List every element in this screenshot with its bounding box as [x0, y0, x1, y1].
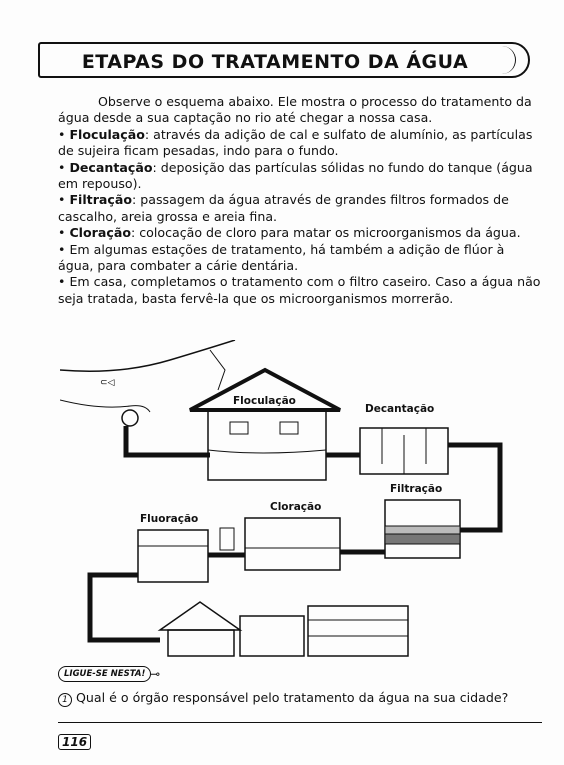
building-icon	[308, 606, 408, 656]
step-text: : deposição das partículas sólidas no fundo do tanque (água em repouso).	[58, 159, 533, 192]
house-icon	[168, 630, 234, 656]
question-text: Qual é o órgão responsável pelo tratamento da água na sua cidade?	[76, 690, 509, 705]
river-bed	[60, 400, 150, 412]
building-icon	[240, 616, 304, 656]
floculacao-doser-right-icon	[280, 422, 298, 434]
label-filtracao: Filtração	[390, 483, 443, 495]
step-text: : colocação de cloro para matar os microorganismos da água.	[130, 225, 521, 241]
pipe-decant-filtr	[448, 445, 500, 530]
floculacao-doser-left-icon	[230, 422, 248, 434]
step-decantacao: • Decantação: deposição das partículas sólidas no fundo do tanque (água em repouso).	[58, 159, 533, 192]
river-bank	[60, 340, 235, 371]
label-fluoracao: Fluoração	[140, 513, 199, 525]
step-cloracao: • Cloração: colocação de cloro para matar os microorganismos da água.	[58, 225, 521, 241]
filtro-areia-grossa	[385, 526, 460, 534]
label-floculacao: Floculação	[233, 395, 296, 407]
floculacao-tank	[208, 410, 326, 480]
pipe-fluor-houses	[90, 575, 160, 640]
answer-line[interactable]	[58, 722, 542, 723]
bank-slope	[210, 350, 225, 390]
step-floculacao: • Floculação: através da adição de cal e sulfato de alumínio, as partículas de sujeira ficam pesadas, indo para o fundo.	[58, 126, 533, 159]
fluoracao-tank	[138, 530, 208, 582]
step-filtracao: • Filtração: passagem da água através de grandes filtros formados de cascalho, areia grossa e areia fina.	[58, 192, 509, 224]
fluor-doser-icon	[220, 528, 234, 550]
note-fluor: • Em algumas estações de tratamento, há também a adição de flúor à água, para combater a cárie dentária.	[58, 241, 505, 274]
page-number: 116	[58, 734, 91, 750]
ligue-se-badge: LIGUE-SE NESTA!	[58, 666, 151, 682]
filtro-cascalho	[385, 534, 460, 544]
label-decantacao: Decantação	[365, 403, 435, 415]
fish-icon: ⊂◁	[100, 378, 115, 388]
diagram-svg	[60, 340, 540, 660]
step-term: Decantação	[69, 159, 153, 175]
note-text: Em casa, completamos o tratamento com o filtro caseiro. Caso a água não seja tratada, basta fervê-la que os microorganismos morrerão.	[58, 274, 541, 306]
cloracao-tank	[245, 518, 340, 570]
intake-icon	[122, 410, 138, 426]
step-text: : passagem da água através de grandes filtros formados de cascalho, areia grossa e areia fina.	[58, 192, 509, 224]
house-roof	[160, 602, 240, 630]
note-text: Em algumas estações de tratamento, há também a adição de flúor à água, para combater a cárie dentária.	[58, 241, 505, 274]
step-term: Cloração	[69, 225, 131, 241]
intro-paragraph: Observe o esquema abaixo. Ele mostra o processo do tratamento da água desde a sua captação no rio até chegar a nossa casa.	[58, 94, 532, 126]
question-number: 1	[58, 693, 72, 707]
page-title: ETAPAS DO TRATAMENTO DA ÁGUA	[81, 51, 469, 73]
plug-icon: ⊸	[150, 667, 161, 681]
floculacao-water	[208, 450, 326, 453]
water-treatment-diagram	[60, 340, 540, 660]
note-filtro-caseiro: • Em casa, completamos o tratamento com o filtro caseiro. Caso a água não seja tratada, basta fervê-la que os microorganismos morrerão.	[58, 274, 541, 306]
step-term: Filtração	[69, 192, 133, 208]
body-text	[58, 94, 542, 307]
label-cloracao: Cloração	[270, 501, 322, 513]
step-text: : através da adição de cal e sulfato de alumínio, as partículas de sujeira ficam pesadas, indo para o fundo.	[58, 126, 533, 159]
pipe-intake	[126, 426, 210, 455]
step-term: Floculação	[69, 126, 145, 142]
question	[58, 690, 508, 707]
title-banner	[38, 42, 530, 78]
